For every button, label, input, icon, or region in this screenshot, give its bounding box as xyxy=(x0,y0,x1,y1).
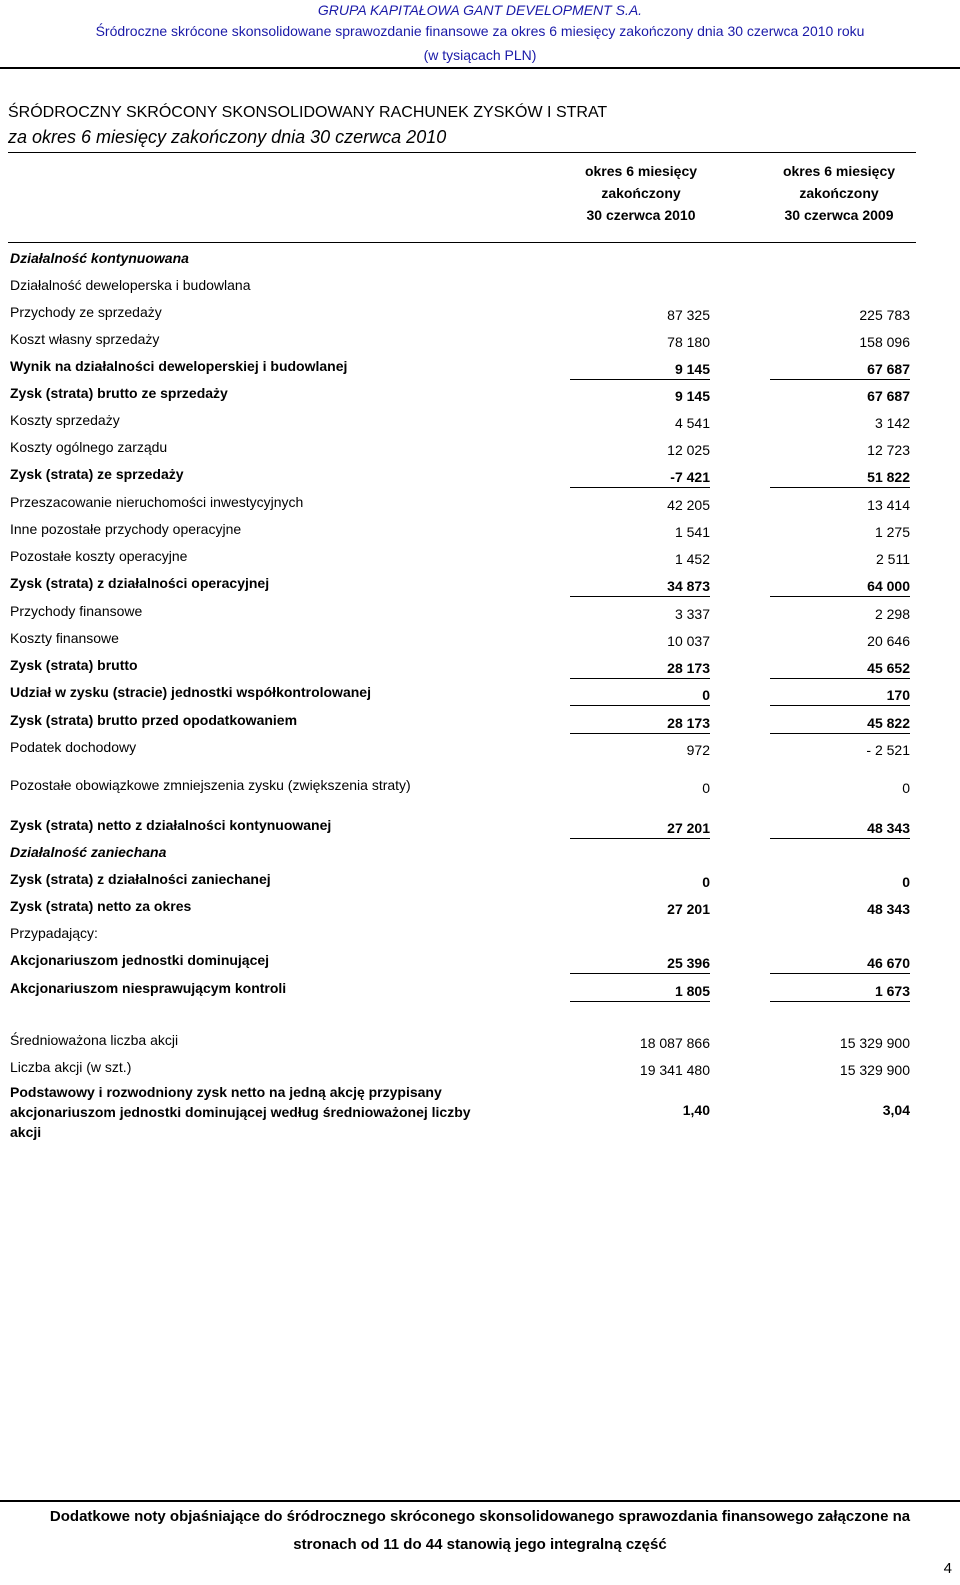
row-label: Działalność kontynuowana xyxy=(10,250,189,266)
value-2009: 64 000 xyxy=(770,578,910,597)
value-2009: - 2 521 xyxy=(866,742,910,758)
table-row xyxy=(0,980,960,1004)
footer-line: Dodatkowe noty objaśniające do śródrocznego skróconego skonsolidowanego sprawozdania finansowego załączone na xyxy=(49,1508,911,1525)
table-row xyxy=(0,331,960,355)
table-row xyxy=(0,684,960,708)
value-2009: 20 646 xyxy=(867,633,910,649)
row-label: Zysk (strata) z działalności operacyjnej xyxy=(10,575,270,591)
page-number: 4 xyxy=(943,1560,952,1577)
value-2009: 158 096 xyxy=(859,334,910,350)
row-label: Zysk (strata) z działalności zaniechanej xyxy=(10,871,271,887)
table-row xyxy=(0,739,960,763)
table-row xyxy=(0,630,960,654)
value-2010: 78 180 xyxy=(667,334,710,350)
column-header-line: 30 czerwca 2010 xyxy=(586,207,696,223)
table-row xyxy=(0,439,960,463)
value-2010: 42 205 xyxy=(667,497,710,513)
value-2010: 28 173 xyxy=(570,660,710,679)
row-label: Koszty ogólnego zarządu xyxy=(10,439,168,455)
row-label: Przypadający: xyxy=(10,925,98,941)
currency-unit: (w tysiącach PLN) xyxy=(423,47,537,63)
report-subtitle: Śródroczne skrócone skonsolidowane sprawozdanie finansowe za okres 6 miesięcy zakończony dnia 30 czerwca 2010 roku xyxy=(95,23,865,39)
table-row xyxy=(0,871,960,895)
row-label: Wynik na działalności deweloperskiej i budowlanej xyxy=(10,358,348,374)
value-2009: 15 329 900 xyxy=(839,1062,910,1078)
table-row xyxy=(0,358,960,382)
table-row xyxy=(0,466,960,490)
table-row xyxy=(0,250,960,274)
value-2010: 972 xyxy=(686,742,710,758)
value-2009: 0 xyxy=(902,780,910,796)
row-label: Inne pozostałe przychody operacyjne xyxy=(10,521,242,537)
row-label: Zysk (strata) ze sprzedaży xyxy=(10,466,184,482)
value-2010: 87 325 xyxy=(667,307,710,323)
table-row xyxy=(0,385,960,409)
column-header-line: okres 6 miesięcy xyxy=(782,163,896,179)
value-2010: 0 xyxy=(702,874,710,890)
table-row xyxy=(0,844,960,868)
value-2010: 4 541 xyxy=(674,415,710,431)
value-2010: 9 145 xyxy=(674,388,710,404)
table-row xyxy=(0,952,960,976)
value-2009: 67 687 xyxy=(770,361,910,380)
table-row xyxy=(0,657,960,681)
table-row xyxy=(0,304,960,328)
value-2010: 25 396 xyxy=(570,955,710,974)
eps-label: Podstawowy i rozwodniony zysk netto na jedną akcję przypisany akcjonariuszom jednostki dominującej według średnioważonej liczby akcji xyxy=(10,1084,471,1140)
eps-value-2009: 3,04 xyxy=(882,1102,910,1118)
column-header-line: 30 czerwca 2009 xyxy=(784,207,894,223)
table-row xyxy=(0,575,960,599)
value-2010: 34 873 xyxy=(570,578,710,597)
table-row xyxy=(0,777,960,801)
table-row xyxy=(0,494,960,518)
row-label: Zysk (strata) brutto ze sprzedaży xyxy=(10,385,228,401)
value-2010: 1 541 xyxy=(674,524,710,540)
row-label: Akcjonariuszom jednostki dominującej xyxy=(10,952,270,968)
value-2010: 3 337 xyxy=(674,606,710,622)
value-2010: 9 145 xyxy=(570,361,710,380)
footer-note xyxy=(0,1503,960,1559)
value-2009: 1 673 xyxy=(770,983,910,1002)
footer-line: stronach od 11 do 44 stanowią jego integralną część xyxy=(293,1536,667,1553)
company-name: GRUPA KAPITAŁOWA GANT DEVELOPMENT S.A. xyxy=(317,2,643,18)
value-2010: 27 201 xyxy=(667,901,710,917)
value-2010: 12 025 xyxy=(667,442,710,458)
table-row xyxy=(0,898,960,922)
value-2010: -7 421 xyxy=(570,469,710,488)
row-label: Podatek dochodowy xyxy=(10,739,137,755)
value-2010: 1 452 xyxy=(674,551,710,567)
value-2009: 225 783 xyxy=(859,307,910,323)
value-2009: 48 343 xyxy=(867,901,910,917)
column-header-line: zakończony xyxy=(799,185,879,201)
value-2009: 46 670 xyxy=(770,955,910,974)
value-2010: 27 201 xyxy=(570,820,710,839)
value-2009: 51 822 xyxy=(770,469,910,488)
value-2010: 1 805 xyxy=(570,983,710,1002)
row-label: Działalność zaniechana xyxy=(10,844,167,860)
row-label: Zysk (strata) brutto przed opodatkowaniem xyxy=(10,712,298,728)
value-2009: 3 142 xyxy=(874,415,910,431)
value-2010: 0 xyxy=(570,687,710,706)
row-label: Działalność deweloperska i budowlana xyxy=(10,277,251,293)
table-row xyxy=(0,925,960,949)
value-2010: 19 341 480 xyxy=(639,1062,710,1078)
row-label: Zysk (strata) netto z działalności kontynuowanej xyxy=(10,817,332,833)
table-row xyxy=(0,603,960,627)
value-2009: 2 298 xyxy=(874,606,910,622)
table-row xyxy=(0,548,960,572)
value-2009: 67 687 xyxy=(867,388,910,404)
row-label: Pozostałe koszty operacyjne xyxy=(10,548,188,564)
table-row xyxy=(0,1032,960,1056)
row-label: Liczba akcji (w szt.) xyxy=(10,1059,132,1075)
row-label: Zysk (strata) netto za okres xyxy=(10,898,192,914)
value-2010: 0 xyxy=(702,780,710,796)
value-2009: 45 822 xyxy=(770,715,910,734)
table-row xyxy=(0,412,960,436)
statement-period: za okres 6 miesięcy zakończony dnia 30 czerwca 2010 xyxy=(8,127,447,147)
row-label: Przychody finansowe xyxy=(10,603,143,619)
value-2010: 10 037 xyxy=(667,633,710,649)
eps-value-2010: 1,40 xyxy=(682,1102,710,1118)
table-row xyxy=(0,712,960,736)
footer-divider xyxy=(0,1500,960,1502)
row-label: Koszty sprzedaży xyxy=(10,412,120,428)
row-label: Koszty finansowe xyxy=(10,630,119,646)
table-row xyxy=(0,1059,960,1083)
value-2010: 28 173 xyxy=(570,715,710,734)
table-row xyxy=(0,817,960,841)
value-2009: 1 275 xyxy=(874,524,910,540)
column-header-line: okres 6 miesięcy xyxy=(584,163,698,179)
table-row xyxy=(0,521,960,545)
value-2009: 2 511 xyxy=(876,551,910,567)
row-label: Przeszacowanie nieruchomości inwestycyjnych xyxy=(10,494,304,510)
row-label: Udział w zysku (stracie) jednostki współkontrolowanej xyxy=(10,684,371,700)
statement-title: ŚRÓDROCZNY SKRÓCONY SKONSOLIDOWANY RACHUNEK ZYSKÓW I STRAT xyxy=(8,104,608,121)
row-label: Koszt własny sprzedaży xyxy=(10,331,160,347)
row-label: Przychody ze sprzedaży xyxy=(10,304,162,320)
value-2009: 170 xyxy=(770,687,910,706)
row-label: Średnioważona liczba akcji xyxy=(10,1032,179,1048)
table-row xyxy=(0,277,960,301)
value-2009: 12 723 xyxy=(867,442,910,458)
value-2009: 0 xyxy=(902,874,910,890)
row-label: Pozostałe obowiązkowe zmniejszenia zysku (zwiększenia straty) xyxy=(10,777,411,793)
column-header-line: zakończony xyxy=(601,185,681,201)
value-2009: 15 329 900 xyxy=(839,1035,910,1051)
row-label: Akcjonariuszom niesprawującym kontroli xyxy=(10,980,287,996)
row-label: Zysk (strata) brutto xyxy=(10,657,138,673)
value-2009: 48 343 xyxy=(770,820,910,839)
value-2010: 18 087 866 xyxy=(639,1035,710,1051)
value-2009: 13 414 xyxy=(867,497,910,513)
value-2009: 45 652 xyxy=(770,660,910,679)
